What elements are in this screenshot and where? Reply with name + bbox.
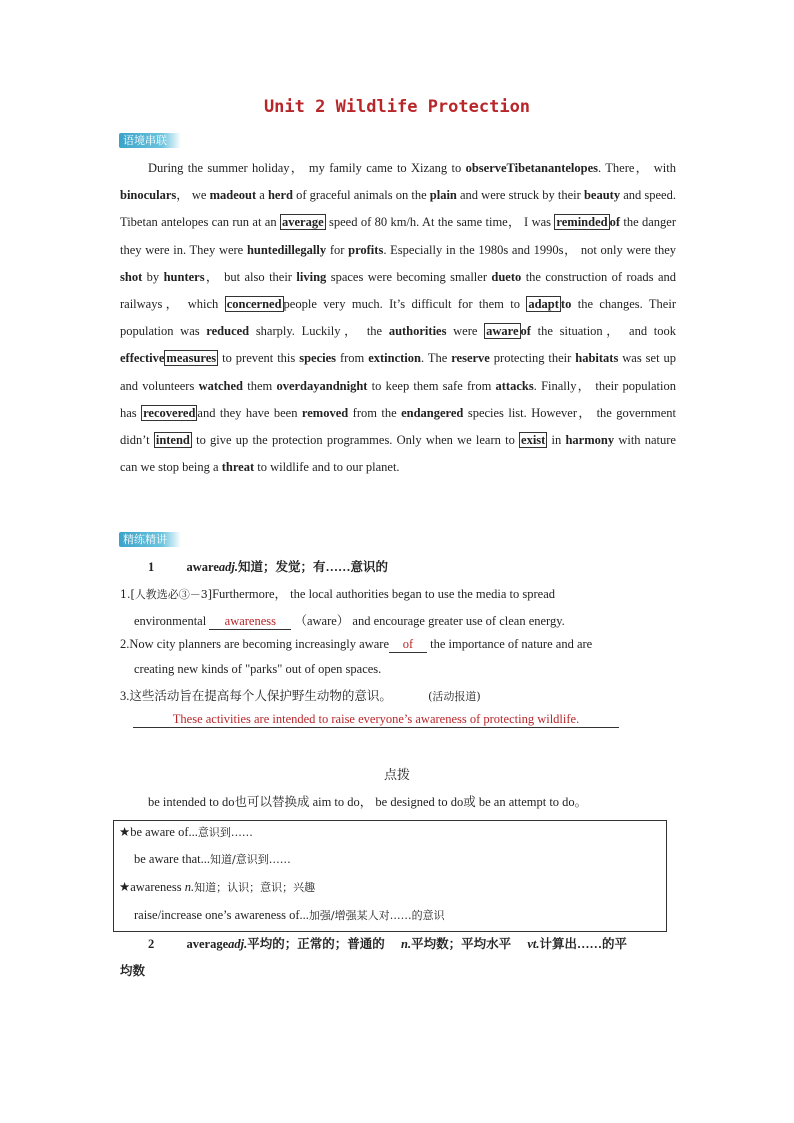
passage-text: from the — [348, 405, 402, 420]
passage-text: by — [142, 269, 164, 284]
passage-text: was set up and volunteers — [120, 351, 676, 393]
passage-text: with nature can we stop being a — [120, 433, 676, 475]
bold-keyword: shot — [120, 269, 143, 284]
bold-keyword: reserve — [451, 351, 490, 366]
boxed-keyword: measures — [166, 351, 217, 366]
bold-keyword: species — [299, 351, 337, 366]
passage-text: the changes. Their population was — [120, 297, 676, 339]
bold-keyword: threat — [221, 460, 255, 475]
item-word: average — [186, 937, 229, 951]
usage-phrase: raise/increase one’s awareness of... — [134, 908, 309, 922]
exercise-3-answer — [133, 712, 619, 728]
bold-keyword: madeout — [209, 188, 257, 203]
answer-blank: awareness — [209, 614, 291, 630]
bold-keyword: profits — [348, 242, 384, 257]
item-pos: n. — [401, 937, 412, 951]
bold-keyword: attacks — [495, 378, 534, 393]
usage-meaning: 知道/意识到…… — [210, 853, 291, 866]
item-number: 2 — [148, 937, 155, 951]
usage-line-2 — [134, 851, 291, 867]
bold-keyword: plain — [429, 188, 457, 203]
passage-text: . Finally， their population has — [120, 378, 676, 420]
exercise-text: 3.这些活动旨在提高每个人保护野生动物的意识。 — [120, 689, 392, 703]
item-pos: adj. — [228, 937, 248, 951]
passage-text: the situation， and took — [530, 324, 676, 339]
passage-text: to wildlife and to our planet. — [254, 460, 400, 475]
item2-heading — [148, 934, 627, 952]
page-title: Unit 2 Wildlife Protection — [263, 97, 531, 117]
passage-text: in — [547, 433, 566, 448]
boxed-keyword: adapt — [528, 297, 559, 312]
passage-text: the construction of roads and railways， which — [120, 269, 677, 312]
bold-keyword: watched — [198, 378, 244, 393]
tip-heading: 点拨 — [383, 767, 410, 782]
bold-keyword: observeTibetanantelopes — [465, 161, 599, 175]
passage-text: species list. However， the government didn’t — [120, 405, 676, 448]
exercise-3-line-1 — [120, 686, 481, 704]
bold-keyword: to — [560, 297, 572, 312]
boxed-keyword: average — [281, 215, 324, 230]
usage-meaning: 知道；认识；意识；兴趣 — [194, 881, 316, 894]
item-meaning: 知道；发觉；有……意识的 — [238, 560, 389, 574]
bold-keyword: binoculars — [120, 188, 177, 203]
bold-keyword: reduced — [206, 324, 250, 339]
bold-keyword: removed — [301, 405, 349, 420]
bold-keyword: of — [520, 324, 531, 339]
boxed-keyword: intend — [155, 433, 190, 448]
bold-keyword: authorities — [388, 324, 447, 339]
item-meaning: 平均数；平均水平 — [411, 937, 512, 951]
bold-keyword: living — [296, 269, 327, 284]
exercise-1-line-2 — [134, 611, 565, 630]
answer-blank: of — [389, 637, 427, 653]
passage-text: to prevent this — [218, 351, 300, 366]
exercise-text: （aware） and encourage greater use of clean energy. — [294, 614, 565, 628]
item1-heading — [148, 557, 388, 575]
usage-line-4 — [134, 907, 445, 923]
exercise-text: environmental — [134, 614, 207, 628]
boxed-keyword: aware — [486, 324, 519, 339]
exercise-source: 1.[人教选必③－3] — [120, 588, 213, 601]
item2-heading-cont: 均数 — [120, 964, 146, 978]
boxed-keyword: recovered — [143, 405, 196, 420]
usage-phrase: ★awareness — [119, 880, 185, 894]
usage-box — [113, 820, 667, 932]
passage-text: . There， with — [598, 161, 676, 175]
passage-text: . The — [420, 351, 452, 366]
tip-text: be intended to do也可以替换成 aim to do， be designed to do或 be an attempt to do。 — [148, 795, 588, 809]
item-word: aware — [186, 560, 219, 574]
passage-text: During the summer holiday， my family came to Xizang to — [148, 161, 466, 175]
exercise-text: Furthermore， the local authorities began to use the media to spread — [212, 587, 556, 601]
exercise-1-line-1 — [120, 584, 555, 602]
passage-text: spaces were becoming smaller — [326, 269, 492, 284]
bold-keyword: of — [609, 215, 620, 230]
passage-text: . Especially in the 1980s and 1990s， not only were they — [383, 242, 677, 257]
bold-keyword: beauty — [583, 188, 621, 203]
passage-text: and were struck by their — [456, 188, 584, 203]
boxed-keyword: reminded — [556, 215, 608, 230]
passage-text: ， we — [176, 188, 210, 203]
usage-line-1 — [119, 824, 253, 840]
passage-text: ， but also their — [204, 269, 297, 284]
bold-keyword: huntedillegally — [246, 242, 327, 257]
bold-keyword: overdayandnight — [276, 378, 368, 393]
passage-text: people very much. It’s difficult for them to — [283, 297, 527, 312]
exercise-text: 2.Now city planners are becoming increasingly aware — [120, 637, 389, 651]
usage-line-3 — [119, 879, 315, 895]
bold-keyword: harmony — [565, 433, 615, 448]
item-meaning: 平均的；正常的；普通的 — [247, 937, 385, 951]
passage-text: protecting their — [489, 351, 576, 366]
exercise-note: (活动报道) — [428, 690, 481, 703]
context-passage — [120, 155, 676, 481]
passage-text: for — [326, 242, 349, 257]
bold-keyword: habitats — [575, 351, 619, 366]
usage-meaning: 加强/增强某人对……的意识 — [308, 909, 445, 922]
bold-keyword: endangered — [401, 405, 464, 420]
exercise-2-line-1 — [120, 637, 592, 653]
section-tag-practice: 精练精讲 — [119, 532, 181, 547]
usage-phrase: ★be aware of... — [119, 825, 198, 839]
answer-text: These activities are intended to raise everyone’s awareness of protecting wildlife. — [172, 712, 580, 726]
passage-text: of graceful animals on the — [292, 188, 430, 203]
item-number: 1 — [148, 560, 155, 574]
bold-keyword: herd — [267, 188, 293, 203]
passage-text: a — [256, 188, 268, 203]
bold-keyword: hunters — [163, 269, 205, 284]
bold-keyword: extinction — [368, 351, 421, 366]
boxed-keyword: concerned — [226, 297, 282, 312]
passage-text: to give up the protection programmes. Only when we learn to — [191, 433, 520, 448]
passage-text: and they have been — [197, 405, 302, 420]
exercise-text: the importance of nature and are — [430, 637, 593, 651]
passage-text: sharply. Luckily， the — [249, 324, 389, 339]
usage-pos: n. — [184, 880, 195, 894]
bold-keyword: dueto — [491, 269, 522, 284]
passage-text: and speed. Tibetan antelopes can run at an — [120, 188, 676, 230]
exercise-2-line-2: creating new kinds of "parks" out of open spaces. — [134, 662, 382, 676]
bold-keyword: effective — [120, 351, 165, 366]
passage-text: to keep them safe from — [367, 378, 496, 393]
passage-text: the danger they were in. They were — [120, 215, 677, 257]
item-meaning: 计算出……的平 — [539, 937, 628, 951]
item-pos: vt. — [527, 937, 540, 951]
usage-meaning: 意识到…… — [197, 826, 253, 839]
passage-text: were — [446, 324, 485, 339]
passage-text: them — [243, 378, 277, 393]
passage-text: from — [336, 351, 369, 366]
usage-phrase: be aware that... — [134, 852, 211, 866]
boxed-keyword: exist — [521, 433, 546, 448]
section-tag-context: 语境串联 — [119, 133, 181, 148]
passage-text: speed of 80 km/h. At the same time， I was — [325, 215, 555, 230]
item-pos: adj. — [218, 560, 239, 574]
passage-paragraph — [120, 155, 676, 481]
